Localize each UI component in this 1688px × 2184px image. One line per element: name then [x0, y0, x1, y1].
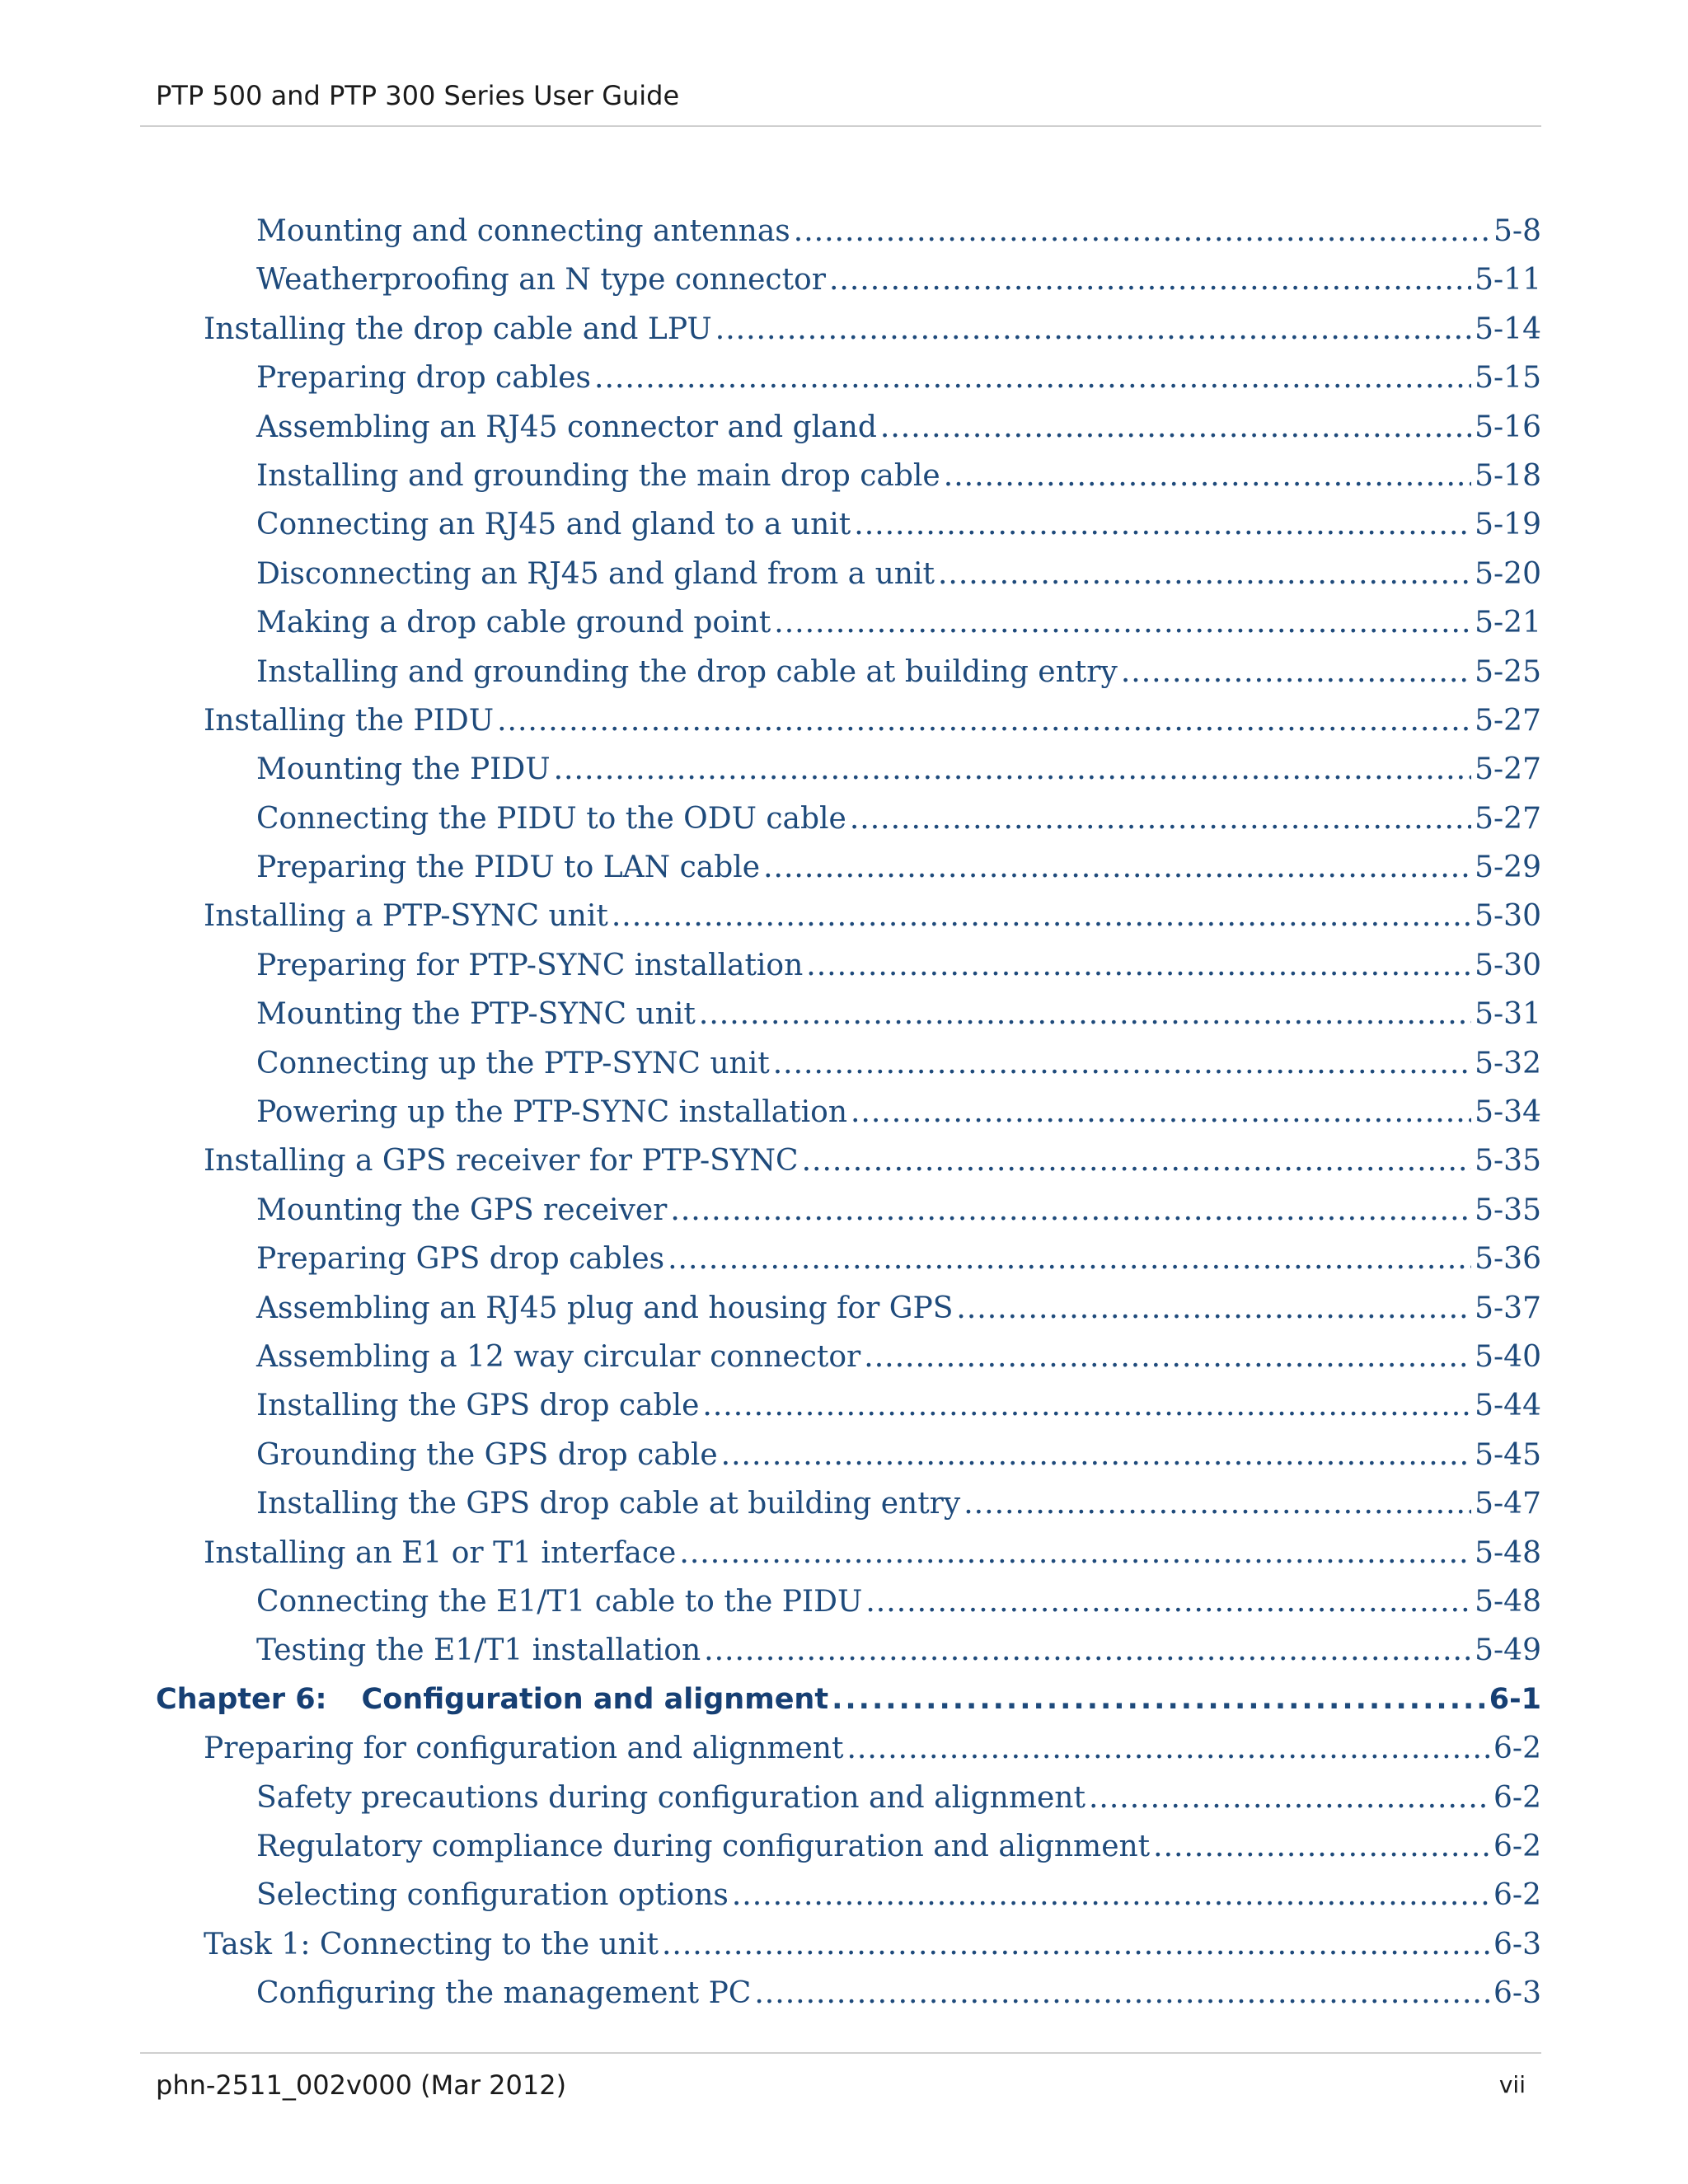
toc-page-number: 6-2 — [1493, 1878, 1541, 1913]
toc-entry[interactable] — [156, 1732, 1541, 1780]
toc-dot-leader — [554, 752, 1472, 786]
toc-dot-leader — [938, 557, 1471, 591]
toc-page-number: 5-35 — [1475, 1193, 1541, 1227]
toc-entry-title: Testing the E1/T1 installation — [256, 1633, 701, 1668]
toc-entry-title: Assembling an RJ45 plug and housing for GPS — [256, 1291, 954, 1325]
toc-entry[interactable] — [156, 1389, 1541, 1437]
toc-entry-title: Installing a GPS receiver for PTP-SYNC — [204, 1144, 799, 1179]
toc-entry-title: Assembling a 12 way circular connector — [256, 1339, 861, 1374]
toc-entry[interactable] — [156, 1242, 1541, 1291]
toc-entry-title: Connecting the E1/T1 cable to the PIDU — [256, 1584, 863, 1619]
toc-page-number: 5-31 — [1475, 997, 1541, 1032]
toc-page-number: 5-20 — [1475, 556, 1541, 591]
toc-page-number: 6-1 — [1489, 1682, 1541, 1716]
toc-page-number: 5-18 — [1475, 458, 1541, 493]
footer-document-id: phn-2511_002v000 (Mar 2012) — [156, 2069, 567, 2101]
toc-entry[interactable] — [156, 1928, 1541, 1976]
toc-page-number: 5-8 — [1493, 214, 1541, 248]
toc-page-number: 5-27 — [1475, 801, 1541, 836]
toc-entry-title: Configuration and alignment — [361, 1682, 829, 1716]
toc-entry[interactable] — [156, 704, 1541, 752]
toc-entry[interactable] — [156, 1144, 1541, 1193]
toc-dot-leader — [846, 1732, 1490, 1765]
toc-entry[interactable] — [156, 851, 1541, 899]
toc-chapter-number: Chapter 6: — [156, 1682, 327, 1716]
toc-entry-title: Installing a PTP-SYNC unit — [204, 899, 608, 934]
toc-entry-title: Weatherproofing an N type connector — [256, 263, 826, 298]
toc-page-number: 5-35 — [1475, 1144, 1541, 1179]
toc-entry-title: Installing and grounding the drop cable at building entry — [256, 654, 1118, 689]
toc-entry[interactable] — [156, 1830, 1541, 1878]
toc-entry[interactable] — [156, 1976, 1541, 2025]
toc-dot-leader — [699, 997, 1471, 1031]
toc-page-number: 5-34 — [1475, 1095, 1541, 1130]
toc-dot-leader — [806, 949, 1471, 982]
toc-dot-leader — [594, 361, 1471, 395]
toc-page-number: 5-40 — [1475, 1339, 1541, 1374]
toc-page-number: 5-47 — [1475, 1487, 1541, 1521]
toc-entry-title: Connecting the PIDU to the ODU cable — [256, 801, 846, 836]
toc-page-number: 5-32 — [1475, 1046, 1541, 1080]
toc-page-number: 6-3 — [1493, 1976, 1541, 2011]
toc-dot-leader — [1153, 1830, 1490, 1863]
toc-entry[interactable] — [156, 1878, 1541, 1927]
toc-entry[interactable] — [156, 997, 1541, 1046]
toc-page-number: 5-48 — [1475, 1535, 1541, 1570]
toc-page-number: 5-29 — [1475, 851, 1541, 885]
toc-dot-leader — [721, 1438, 1471, 1472]
toc-entry[interactable] — [156, 459, 1541, 508]
toc-entry[interactable] — [156, 508, 1541, 556]
toc-page-number: 5-21 — [1475, 606, 1541, 640]
toc-entry-title: Configuring the management PC — [256, 1976, 752, 2011]
toc-entry-title: Safety precautions during configuration and alignment — [256, 1780, 1085, 1815]
toc-entry[interactable] — [156, 1095, 1541, 1144]
page-header-title: PTP 500 and PTP 300 Series User Guide — [156, 80, 680, 111]
toc-dot-leader — [1089, 1781, 1490, 1815]
toc-dot-leader — [662, 1928, 1490, 1961]
toc-page-number: 5-30 — [1475, 899, 1541, 934]
toc-dot-leader — [715, 312, 1471, 346]
toc-dot-leader — [944, 459, 1471, 493]
toc-entry-title: Disconnecting an RJ45 and gland from a unit — [256, 556, 935, 591]
toc-entry-title: Making a drop cable ground point — [256, 606, 771, 640]
toc-entry[interactable] — [156, 752, 1541, 801]
toc-page-number: 6-2 — [1493, 1780, 1541, 1815]
toc-entry-title: Installing an E1 or T1 interface — [204, 1535, 677, 1570]
toc-entry[interactable] — [156, 1340, 1541, 1389]
toc-page-number: 6-2 — [1493, 1829, 1541, 1863]
toc-page-number: 5-14 — [1475, 312, 1541, 346]
toc-dot-leader — [754, 1976, 1490, 2010]
toc-entry[interactable] — [156, 263, 1541, 312]
toc-entry-title: Installing the GPS drop cable at building entry — [256, 1487, 961, 1521]
toc-dot-leader — [679, 1536, 1471, 1570]
toc-entry[interactable] — [156, 1585, 1541, 1633]
toc-entry[interactable] — [156, 899, 1541, 948]
toc-entry-title: Mounting and connecting antennas — [256, 214, 790, 248]
toc-entry[interactable] — [156, 1047, 1541, 1095]
toc-entry[interactable] — [156, 1487, 1541, 1535]
toc-entry[interactable] — [156, 312, 1541, 361]
toc-entry-title: Mounting the PIDU — [256, 752, 551, 787]
toc-page-number: 5-37 — [1475, 1291, 1541, 1325]
toc-page-number: 5-30 — [1475, 948, 1541, 982]
toc-entry-title: Mounting the GPS receiver — [256, 1193, 668, 1227]
toc-entry-title: Powering up the PTP-SYNC installation — [256, 1095, 848, 1130]
toc-entry[interactable] — [156, 1438, 1541, 1487]
toc-entry[interactable] — [156, 655, 1541, 704]
table-of-contents — [156, 214, 1541, 2025]
toc-entry-title: Task 1: Connecting to the unit — [204, 1927, 659, 1961]
toc-page-number: 5-15 — [1475, 361, 1541, 396]
toc-dot-leader — [612, 899, 1471, 933]
toc-entry-title: Connecting up the PTP-SYNC unit — [256, 1046, 770, 1080]
toc-dot-leader — [864, 1340, 1471, 1374]
toc-entry-title: Preparing GPS drop cables — [256, 1242, 665, 1277]
toc-entry-title: Connecting an RJ45 and gland to a unit — [256, 508, 851, 542]
toc-entry-title: Preparing the PIDU to LAN cable — [256, 851, 761, 885]
toc-dot-leader — [497, 704, 1471, 738]
toc-dot-leader — [794, 214, 1490, 248]
toc-entry-title: Installing the drop cable and LPU — [204, 312, 712, 346]
toc-entry[interactable] — [156, 410, 1541, 459]
toc-entry[interactable] — [156, 949, 1541, 997]
toc-entry-title: Installing the PIDU — [204, 703, 495, 738]
header-divider — [140, 125, 1541, 127]
toc-dot-leader — [732, 1878, 1490, 1912]
toc-page-number: 5-36 — [1475, 1242, 1541, 1277]
toc-page-number: 5-11 — [1475, 263, 1541, 298]
toc-page-number: 5-25 — [1475, 654, 1541, 689]
toc-page-number: 5-49 — [1475, 1633, 1541, 1668]
toc-entry-title: Installing the GPS drop cable — [256, 1389, 700, 1423]
toc-dot-leader — [854, 508, 1471, 541]
toc-page-number: 5-27 — [1475, 752, 1541, 787]
toc-entry[interactable] — [156, 361, 1541, 410]
toc-entry-title: Mounting the PTP-SYNC unit — [256, 997, 696, 1032]
toc-entry-title: Assembling an RJ45 connector and gland — [256, 410, 877, 444]
toc-dot-leader — [832, 1683, 1486, 1716]
toc-entry-title: Selecting configuration options — [256, 1878, 729, 1913]
toc-entry[interactable] — [156, 1781, 1541, 1830]
toc-dot-leader — [702, 1389, 1471, 1422]
toc-page-number: 5-16 — [1475, 410, 1541, 444]
toc-dot-leader — [668, 1242, 1471, 1276]
toc-dot-leader — [802, 1144, 1472, 1178]
toc-chapter-entry[interactable] — [156, 1683, 1541, 1732]
toc-dot-leader — [880, 410, 1471, 444]
footer-divider — [140, 2052, 1541, 2054]
toc-page-number: 5-19 — [1475, 508, 1541, 542]
toc-dot-leader — [865, 1585, 1471, 1619]
toc-dot-leader — [773, 1047, 1471, 1080]
toc-page-number: 5-48 — [1475, 1584, 1541, 1619]
toc-entry-title: Preparing for PTP-SYNC installation — [256, 948, 804, 982]
toc-page-number: 5-44 — [1475, 1389, 1541, 1423]
toc-dot-leader — [964, 1487, 1471, 1521]
toc-dot-leader — [670, 1193, 1471, 1227]
toc-page-number: 5-27 — [1475, 703, 1541, 738]
toc-entry[interactable] — [156, 557, 1541, 606]
toc-entry[interactable] — [156, 802, 1541, 851]
toc-dot-leader — [774, 606, 1471, 640]
toc-entry[interactable] — [156, 1633, 1541, 1682]
toc-entry-title: Preparing drop cables — [256, 361, 592, 396]
toc-entry[interactable] — [156, 1291, 1541, 1340]
toc-page-number: 5-45 — [1475, 1437, 1541, 1472]
toc-dot-leader — [956, 1291, 1471, 1325]
toc-entry[interactable] — [156, 1536, 1541, 1585]
toc-dot-leader — [850, 802, 1471, 836]
footer-page-number: vii — [1498, 2071, 1526, 2098]
toc-dot-leader — [851, 1095, 1471, 1129]
toc-dot-leader — [829, 263, 1471, 297]
toc-dot-leader — [704, 1633, 1471, 1667]
toc-entry[interactable] — [156, 1193, 1541, 1242]
toc-dot-leader — [763, 851, 1471, 884]
toc-entry[interactable] — [156, 606, 1541, 654]
toc-entry-title: Regulatory compliance during configuration and alignment — [256, 1829, 1151, 1863]
toc-dot-leader — [1121, 655, 1471, 689]
toc-page-number: 6-3 — [1493, 1927, 1541, 1961]
toc-entry[interactable] — [156, 214, 1541, 263]
toc-page-number: 6-2 — [1493, 1732, 1541, 1766]
toc-entry-title: Preparing for configuration and alignment — [204, 1732, 844, 1766]
toc-entry-title: Grounding the GPS drop cable — [256, 1437, 718, 1472]
toc-entry-title: Installing and grounding the main drop cable — [256, 458, 940, 493]
